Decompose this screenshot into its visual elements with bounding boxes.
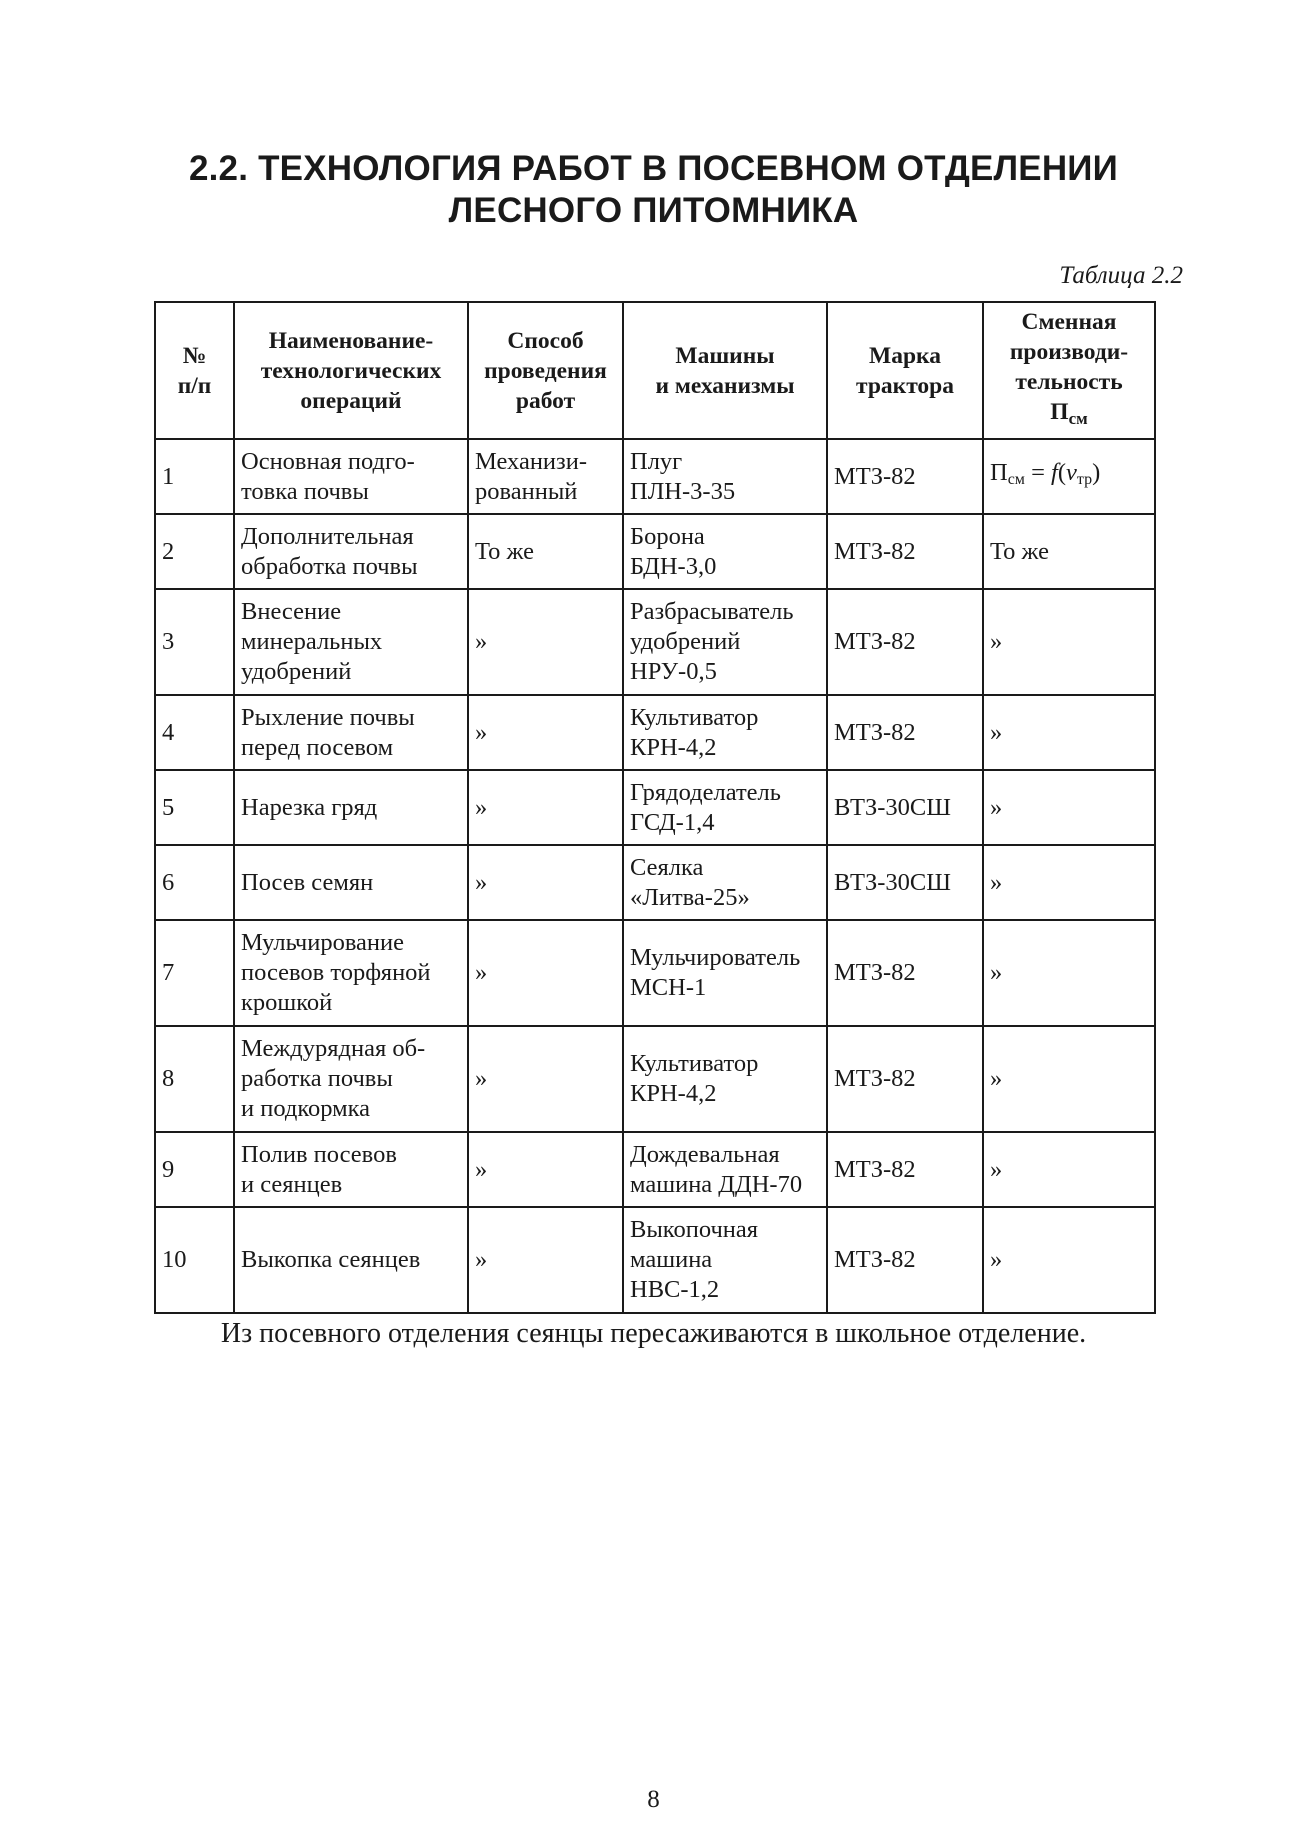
cell-method: » — [468, 1207, 623, 1313]
cell-operation: Дополнительная обработка почвы — [234, 514, 468, 589]
cell-num: 1 — [155, 439, 234, 514]
cell-method: » — [468, 589, 623, 695]
cell-productivity: » — [983, 770, 1155, 845]
cell-operation: Полив посевов и сеянцев — [234, 1132, 468, 1207]
cell-productivity — [983, 439, 1155, 514]
cell-productivity: » — [983, 589, 1155, 695]
title-line-1: 2.2. ТЕХНОЛОГИЯ РАБОТ В ПОСЕВНОМ ОТДЕЛЕНИИ — [188, 149, 1119, 188]
cell-tractor: МТЗ-82 — [827, 439, 983, 514]
cell-method: » — [468, 1026, 623, 1132]
table-row — [155, 589, 1155, 695]
cell-tractor: МТЗ-82 — [827, 1207, 983, 1313]
cell-machines: Мульчирователь МСН-1 — [623, 920, 827, 1026]
cell-num: 6 — [155, 845, 234, 920]
cell-operation: Мульчирование посевов торфяной крошкой — [234, 920, 468, 1026]
cell-num: 10 — [155, 1207, 234, 1313]
cell-machines: Культиватор КРН-4,2 — [623, 1026, 827, 1132]
cell-tractor: ВТЗ-30СШ — [827, 770, 983, 845]
cell-productivity: » — [983, 1207, 1155, 1313]
table-row — [155, 1132, 1155, 1207]
cell-operation: Внесение минеральных удобрений — [234, 589, 468, 695]
cell-productivity: » — [983, 920, 1155, 1026]
cell-machines: Выкопочная машина НВС-1,2 — [623, 1207, 827, 1313]
cell-operation: Рыхление почвы перед посевом — [234, 695, 468, 770]
cell-tractor: МТЗ-82 — [827, 1132, 983, 1207]
cell-machines: Дождевальная машина ДДН-70 — [623, 1132, 827, 1207]
header-operation: Наименование- технологических операций — [234, 302, 468, 439]
cell-productivity: » — [983, 845, 1155, 920]
header-method: Способ проведения работ — [468, 302, 623, 439]
title-line-2: ЛЕСНОГО ПИТОМНИКА — [448, 191, 859, 230]
cell-operation: Выкопка сеянцев — [234, 1207, 468, 1313]
header-machines: Машины и механизмы — [623, 302, 827, 439]
operations-table — [154, 301, 1156, 1314]
cell-num: 2 — [155, 514, 234, 589]
cell-machines: Разбрасыватель удобрений НРУ-0,5 — [623, 589, 827, 695]
cell-tractor: ВТЗ-30СШ — [827, 845, 983, 920]
cell-num: 9 — [155, 1132, 234, 1207]
header-tractor: Марка трактора — [827, 302, 983, 439]
cell-tractor: МТЗ-82 — [827, 920, 983, 1026]
page-title — [0, 148, 1307, 232]
cell-productivity: » — [983, 1132, 1155, 1207]
productivity-formula: $П_{см} = f(v_{тр})$ — [990, 459, 1101, 488]
cell-method: » — [468, 770, 623, 845]
cell-machines: Борона БДН-3,0 — [623, 514, 827, 589]
cell-operation: Основная подго- товка почвы — [234, 439, 468, 514]
cell-tractor: МТЗ-82 — [827, 1026, 983, 1132]
table-row — [155, 695, 1155, 770]
cell-method: То же — [468, 514, 623, 589]
cell-tractor: МТЗ-82 — [827, 589, 983, 695]
cell-machines: Плуг ПЛН-3-35 — [623, 439, 827, 514]
note-text: Из посевного отделения сеянцы пересаживаются в школьное отделение. — [220, 1318, 1087, 1349]
cell-method: Механизи- рованный — [468, 439, 623, 514]
page-number: 8 — [647, 1786, 660, 1813]
cell-num: 5 — [155, 770, 234, 845]
table-row — [155, 439, 1155, 514]
cell-productivity: » — [983, 695, 1155, 770]
header-productivity: Сменная производи- тельность $П_{см}$ — [983, 302, 1155, 439]
cell-operation: Нарезка гряд — [234, 770, 468, 845]
cell-operation: Посев семян — [234, 845, 468, 920]
cell-method: » — [468, 695, 623, 770]
table-header-row — [155, 302, 1155, 439]
table-row — [155, 1207, 1155, 1313]
table-row — [155, 1026, 1155, 1132]
cell-tractor: МТЗ-82 — [827, 514, 983, 589]
table-row — [155, 920, 1155, 1026]
cell-num: 3 — [155, 589, 234, 695]
cell-num: 7 — [155, 920, 234, 1026]
table-row — [155, 514, 1155, 589]
cell-method: » — [468, 845, 623, 920]
cell-machines: Грядоделатель ГСД-1,4 — [623, 770, 827, 845]
cell-operation: Междурядная об- работка почвы и подкормка — [234, 1026, 468, 1132]
cell-method: » — [468, 920, 623, 1026]
header-num: № п/п — [155, 302, 234, 439]
cell-method: » — [468, 1132, 623, 1207]
cell-machines: Культиватор КРН-4,2 — [623, 695, 827, 770]
cell-productivity: » — [983, 1026, 1155, 1132]
table-caption: Таблица 2.2 — [1059, 262, 1183, 289]
table-body — [155, 439, 1155, 1313]
cell-machines: Сеялка «Литва-25» — [623, 845, 827, 920]
cell-num: 8 — [155, 1026, 234, 1132]
cell-tractor: МТЗ-82 — [827, 695, 983, 770]
cell-productivity: То же — [983, 514, 1155, 589]
table-row — [155, 845, 1155, 920]
cell-num: 4 — [155, 695, 234, 770]
table-row — [155, 770, 1155, 845]
